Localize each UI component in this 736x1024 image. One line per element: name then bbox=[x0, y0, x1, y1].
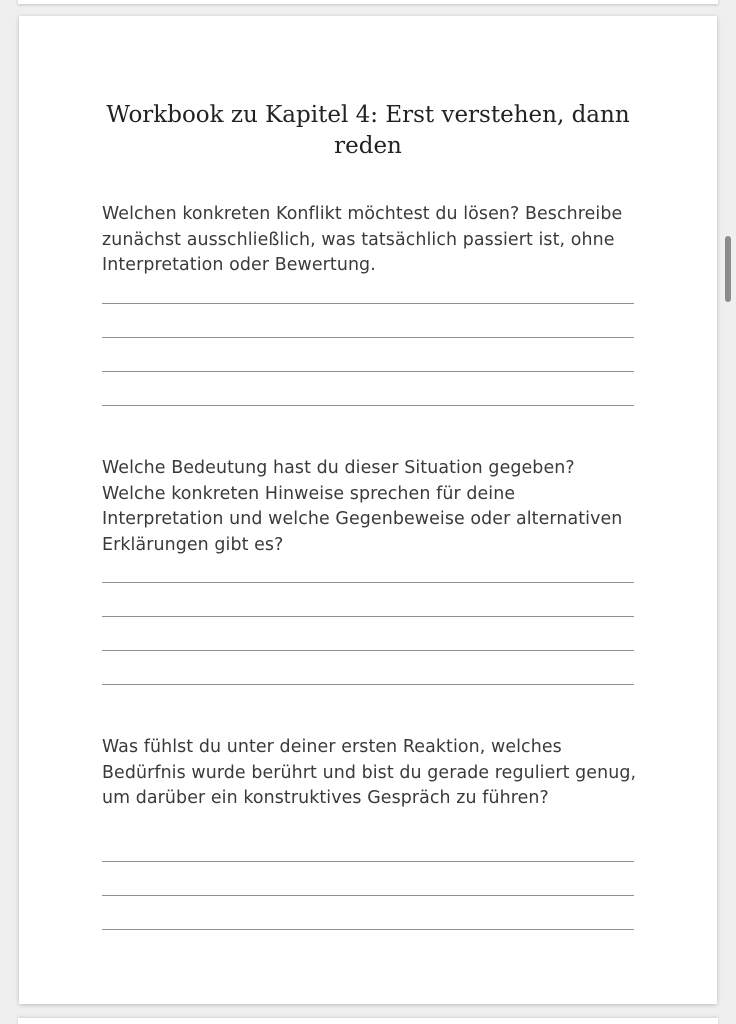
answer-line[interactable] bbox=[102, 861, 634, 862]
scrollbar-thumb[interactable] bbox=[725, 236, 731, 302]
next-page-edge bbox=[18, 1018, 718, 1024]
answer-line[interactable] bbox=[102, 929, 634, 930]
answer-line[interactable] bbox=[102, 371, 634, 372]
question-3-text: Was fühlst du unter deiner ersten Reaktion, welches Bedürfnis wurde berührt und bist du gerade reguliert genug, um darüber ein konstruktives Gespräch zu führen? bbox=[102, 737, 637, 808]
answer-line[interactable] bbox=[102, 303, 634, 304]
question-1-text: Welchen konkreten Konflikt möchtest du lösen? Beschreibe zunächst ausschließlich, was tatsächlich passiert ist, ohne Interpretation oder Bewertung. bbox=[102, 204, 623, 275]
answer-line[interactable] bbox=[102, 895, 634, 896]
question-2 bbox=[102, 456, 642, 558]
answer-line[interactable] bbox=[102, 337, 634, 338]
question-3 bbox=[102, 735, 642, 812]
previous-page-edge bbox=[18, 0, 718, 4]
answer-line[interactable] bbox=[102, 405, 634, 406]
answer-line[interactable] bbox=[102, 684, 634, 685]
answer-line[interactable] bbox=[102, 582, 634, 583]
answer-line[interactable] bbox=[102, 650, 634, 651]
page-title: Workbook zu Kapitel 4: Erst verstehen, dann reden bbox=[106, 102, 630, 159]
workbook-page bbox=[19, 16, 717, 1004]
question-2-text: Welche Bedeutung hast du dieser Situation gegeben? Welche konkreten Hinweise sprechen für deine Interpretation und welche Gegenbeweise oder alternativen Erklärungen gibt es? bbox=[102, 458, 623, 555]
question-1 bbox=[102, 202, 642, 279]
answer-line[interactable] bbox=[102, 616, 634, 617]
